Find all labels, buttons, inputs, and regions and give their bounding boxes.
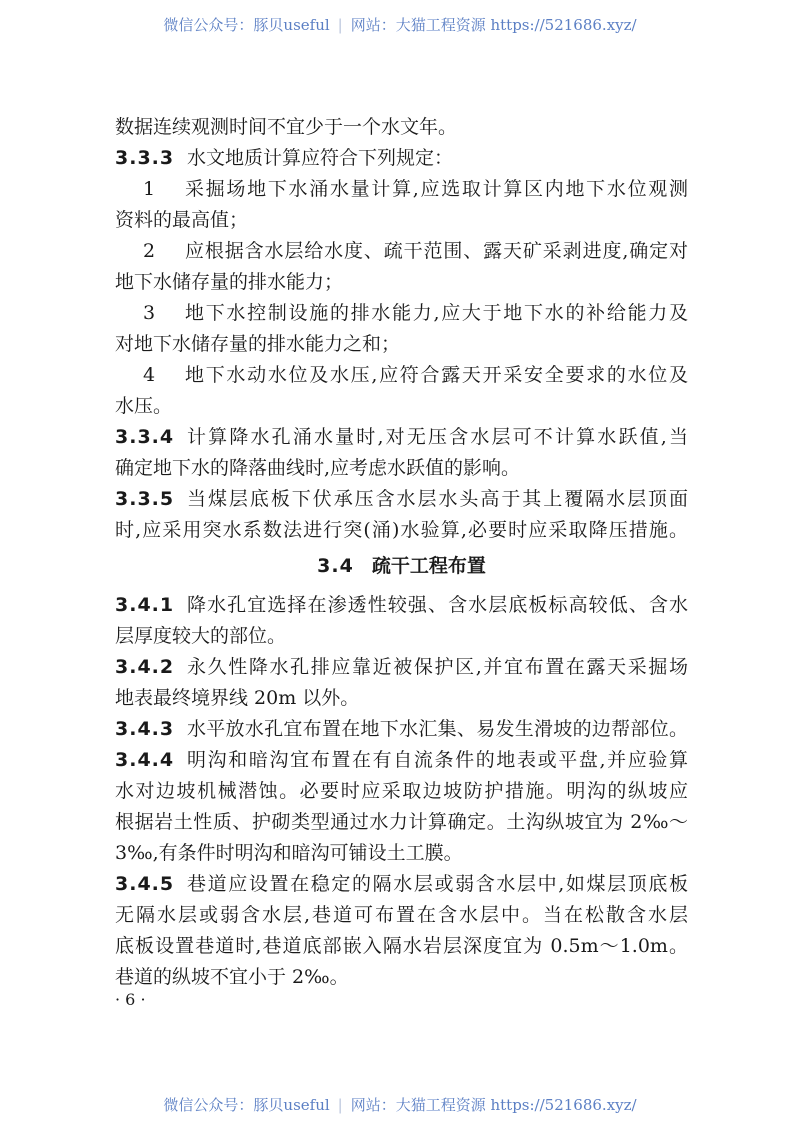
- text-line: [115, 174, 688, 205]
- line-text: 永久性降水孔排应靠近被保护区,并宜布置在露天采掘场: [187, 656, 688, 678]
- text-line: [115, 360, 688, 391]
- item-number: 4: [143, 364, 157, 386]
- line-text: 当煤层底板下伏承压含水层水头高于其上覆隔水层顶面: [187, 488, 688, 510]
- line-text: 降水孔宜选择在渗透性较强、含水层底板标高较低、含水: [187, 594, 688, 616]
- clause-number: 3.3.3: [115, 147, 175, 169]
- line-text: 巷道应设置在稳定的隔水层或弱含水层中,如煤层顶底板: [187, 873, 688, 895]
- clause-number: 3.4.1: [115, 594, 175, 616]
- watermark-website: 网站：大猫工程资源 https://521686.xyz/: [350, 16, 637, 34]
- watermark-separator: |: [337, 16, 343, 34]
- line-text: 资料的最高值；: [115, 209, 249, 231]
- section-title: 疏干工程布置: [371, 555, 486, 577]
- text-line: [115, 205, 688, 236]
- text-line: [115, 453, 688, 484]
- text-line: [115, 515, 688, 546]
- text-line: [115, 621, 688, 652]
- line-text: 对地下水储存量的排水能力之和；: [115, 333, 401, 355]
- line-text: 3‰,有条件时明沟和暗沟可铺设土工膜。: [115, 842, 463, 864]
- text-line: [115, 900, 688, 931]
- line-text: 水压。: [115, 395, 173, 417]
- clause-number: 3.4.2: [115, 656, 175, 678]
- page-number: · 6 ·: [115, 990, 146, 1009]
- text-line: [115, 869, 688, 900]
- text-line: [115, 683, 688, 714]
- line-text: 巷道的纵坡不宜小于 2‰。: [115, 966, 349, 988]
- text-line: [115, 931, 688, 962]
- line-text: 底板设置巷道时,巷道底部嵌入隔水岩层深度宜为 0.5m～1.0m。: [115, 935, 688, 957]
- line-text: 时,应采用突水系数法进行突(涌)水验算,必要时应采取降压措施。: [115, 519, 688, 541]
- text-line: [115, 236, 688, 267]
- watermark-separator: |: [337, 1096, 343, 1114]
- text-line: [115, 745, 688, 776]
- watermark-top: [0, 14, 800, 35]
- text-line: [115, 267, 688, 298]
- item-number: 2: [143, 240, 157, 262]
- line-text: 应根据含水层给水度、疏干范围、露天矿采剥进度,确定对: [185, 240, 688, 262]
- section-heading: [115, 546, 688, 590]
- line-text: 根据岩土性质、护砌类型通过水力计算确定。土沟纵坡宜为 2‰～: [115, 811, 688, 833]
- item-number: 3: [143, 302, 157, 324]
- line-text: 确定地下水的降落曲线时,应考虑水跃值的影响。: [115, 457, 521, 479]
- text-line: [115, 714, 688, 745]
- line-text: 水平放水孔宜布置在地下水汇集、易发生滑坡的边帮部位。: [187, 718, 688, 740]
- watermark-wechat: 微信公众号：豚贝useful: [163, 16, 330, 34]
- line-text: 采掘场地下水涌水量计算,应选取计算区内地下水位观测: [185, 178, 688, 200]
- watermark-bottom: [0, 1094, 800, 1115]
- document-body: [115, 112, 688, 993]
- text-line: [115, 112, 688, 143]
- section-number: 3.4: [317, 555, 354, 577]
- line-text: 层厚度较大的部位。: [115, 625, 287, 647]
- text-line: [115, 422, 688, 453]
- line-text: 计算降水孔涌水量时,对无压含水层可不计算水跃值,当: [187, 426, 688, 448]
- text-line: [115, 484, 688, 515]
- watermark-website: 网站：大猫工程资源 https://521686.xyz/: [350, 1096, 637, 1114]
- text-line: [115, 143, 688, 174]
- line-text: 数据连续观测时间不宜少于一个水文年。: [115, 116, 458, 138]
- line-text: 无隔水层或弱含水层,巷道可布置在含水层中。当在松散含水层: [115, 904, 688, 926]
- clause-number: 3.3.4: [115, 426, 175, 448]
- clause-number: 3.4.5: [115, 873, 175, 895]
- text-line: [115, 391, 688, 422]
- text-line: [115, 807, 688, 838]
- text-line: [115, 298, 688, 329]
- clause-number: 3.4.4: [115, 749, 175, 771]
- text-line: [115, 329, 688, 360]
- text-line: [115, 652, 688, 683]
- text-line: [115, 962, 688, 993]
- line-text: 地表最终境界线 20m 以外。: [115, 687, 360, 709]
- text-line: [115, 838, 688, 869]
- clause-number: 3.3.5: [115, 488, 175, 510]
- clause-number: 3.4.3: [115, 718, 175, 740]
- text-line: [115, 590, 688, 621]
- line-text: 地下水储存量的排水能力；: [115, 271, 344, 293]
- line-text: 水文地质计算应符合下列规定：: [187, 147, 454, 169]
- watermark-wechat: 微信公众号：豚贝useful: [163, 1096, 330, 1114]
- text-line: [115, 776, 688, 807]
- line-text: 水对边坡机械潜蚀。必要时应采取边坡防护措施。明沟的纵坡应: [115, 780, 688, 802]
- line-text: 地下水动水位及水压,应符合露天开采安全要求的水位及: [185, 364, 688, 386]
- item-number: 1: [143, 178, 157, 200]
- line-text: 明沟和暗沟宜布置在有自流条件的地表或平盘,并应验算: [187, 749, 688, 771]
- line-text: 地下水控制设施的排水能力,应大于地下水的补给能力及: [185, 302, 688, 324]
